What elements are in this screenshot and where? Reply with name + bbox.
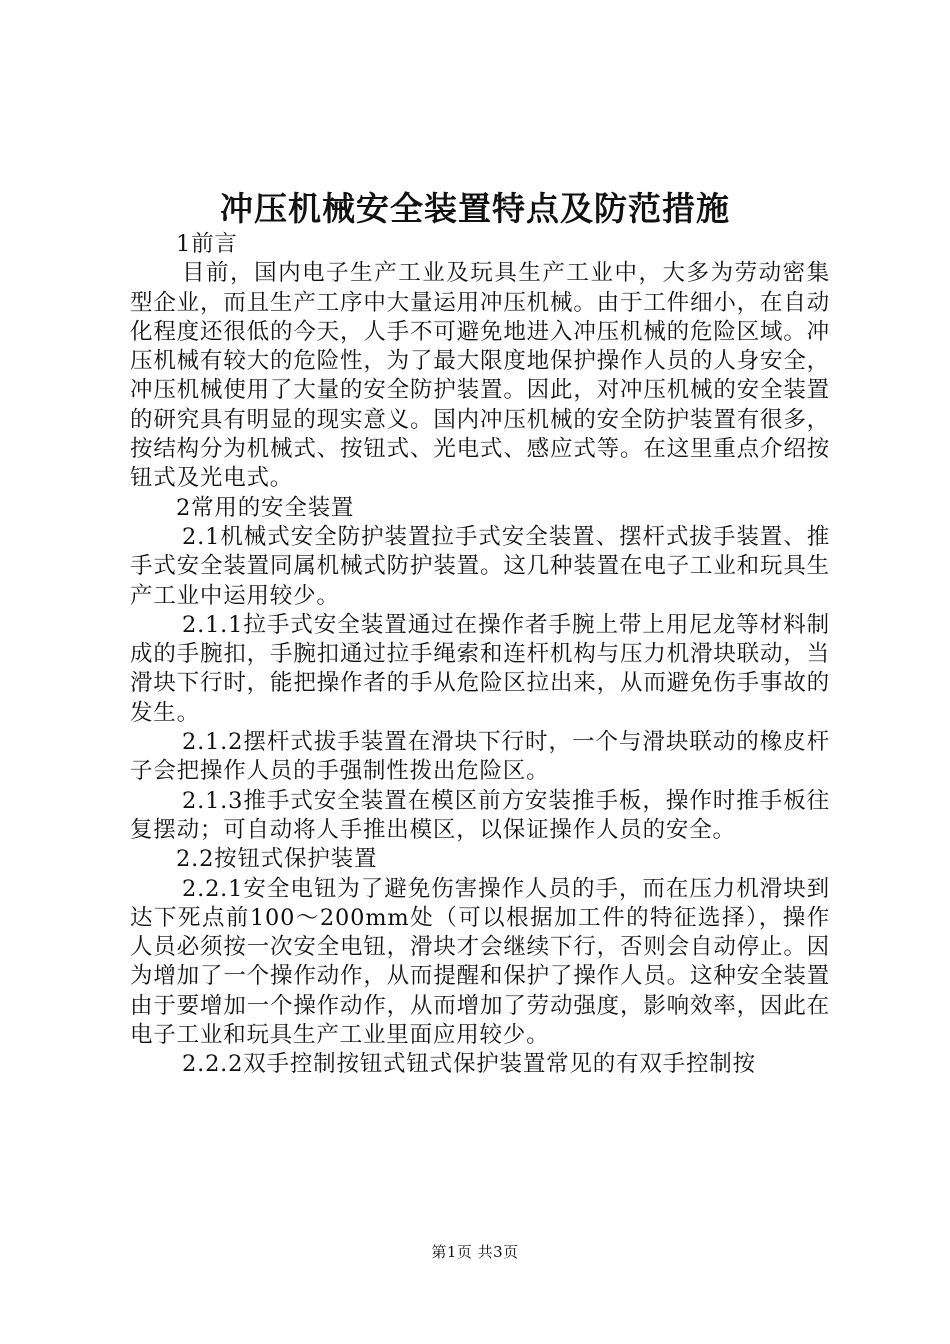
section-heading-preface: 1前言 [176,231,238,257]
paragraph-2-1-3: 2.1.3推手式安全装置在模区前方安装推手板，操作时推手板往复摆动；可自动将人手推出模区，以保证操作人员的安全。 [130,787,830,843]
paragraph-2-1-2: 2.1.2摆杆式拔手装置在滑块下行时，一个与滑块联动的橡皮杆子会把操作人员的手强制性拨出危险区。 [130,729,830,785]
section-heading-2-2: 2.2按钮式保护装置 [176,846,378,873]
section-heading-common-devices: 2常用的安全装置 [176,494,355,521]
paragraph-preface: 目前，国内电子生产工业及玩具生产工业中，大多为劳动密集型企业，而且生产工序中大量运用冲压机械。由于工件细小，在自动化程度还很低的今天，人手不可避免地进入冲压机械的危险区域。冲压机械有较大的危险性，为了最大限度地保护操作人员的人身安全，冲压机械使用了大量的安全防护装置。因此，对冲压机械的安全装置的研究具有明显的现实意义。国内冲压机械的安全防护装置有很多，按结构分为机械式、按钮式、光电式、感应式等。在这里重点介绍按钮式及光电式。 [130,260,830,492]
paragraph-2-2-1: 2.2.1安全电钮为了避免伤害操作人员的手，而在压力机滑块到达下死点前100～200mm处（可以根据加工件的特征选择），操作人员必须按一次安全电钮，滑块才会继续下行，否则会自动停止。因为增加了一个操作动作，从而提醒和保护了操作人员。这种安全装置由于要增加一个操作动作，从而增加了劳动强度，影响效率，因此在电子工业和玩具生产工业里面应用较少。 [130,875,830,1049]
page-number-footer: 第1页 共3页 [431,1243,519,1261]
paragraph-2-2-2: 2.2.2双手控制按钮式钮式保护装置常见的有双手控制按 [182,1051,756,1078]
document-body [130,230,830,1080]
paragraph-2-1-1: 2.1.1拉手式安全装置通过在操作者手腕上带上用尼龙等材料制成的手腕扣，手腕扣通过拉手绳索和连杆机构与压力机滑块联动，当滑块下行时，能把操作者的手从危险区拉出来，从而避免伤手事故的发生。 [130,611,830,726]
document-title: 冲压机械安全装置特点及防范措施 [220,189,730,228]
paragraph-2-1: 2.1机械式安全防护装置拉手式安全装置、摆杆式拔手装置、推手式安全装置同属机械式防护装置。这几种装置在电子工业和玩具生产工业中运用较少。 [130,523,830,609]
